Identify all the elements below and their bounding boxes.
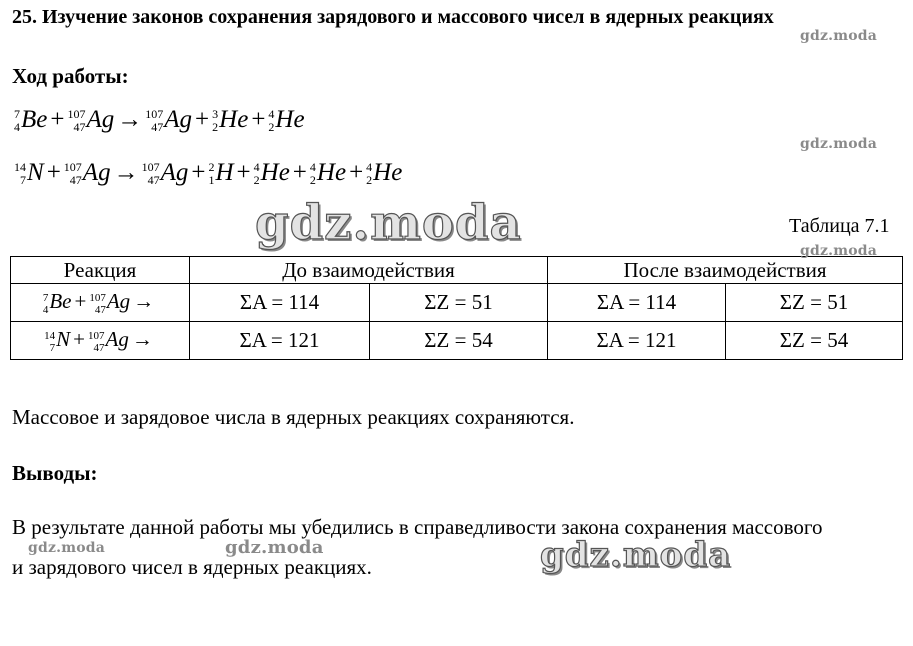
charge-number: 4 [14, 120, 20, 135]
nuclide [208, 159, 233, 187]
mass-number: 107 [89, 291, 106, 304]
before-charge-sum: ΣZ = 51 [370, 284, 548, 322]
isotope-numbers [145, 108, 163, 134]
isotope-numbers [208, 161, 214, 187]
charge-number: 7 [20, 173, 26, 188]
plus-sign: + [349, 159, 364, 186]
plus-sign: + [195, 106, 210, 133]
reaction-equation-2 [14, 159, 402, 187]
arrow-icon: → [117, 106, 143, 133]
mass-number: 107 [63, 160, 82, 175]
mass-number: 4 [268, 107, 275, 122]
nuclide [43, 289, 72, 315]
table-caption: Таблица 7.1 [789, 215, 890, 237]
after-mass-sum: ΣA = 121 [548, 322, 726, 360]
nuclide [14, 159, 44, 187]
charge-number: 1 [208, 173, 215, 188]
isotope-numbers [43, 292, 49, 316]
watermark-large: gdz.moda [255, 195, 522, 251]
before-charge-sum: ΣZ = 54 [370, 322, 548, 360]
mass-number: 107 [141, 160, 160, 175]
plus-sign: + [50, 106, 65, 133]
header-reaction: Реакция [11, 257, 190, 284]
mass-number: 4 [366, 160, 373, 175]
after-charge-sum: ΣZ = 54 [726, 322, 903, 360]
element-symbol: Ag [164, 106, 193, 133]
reaction-cell [11, 322, 190, 360]
charge-number: 7 [49, 341, 56, 354]
plus-sign: + [46, 159, 61, 186]
nuclide [212, 106, 248, 134]
element-symbol: He [275, 106, 305, 133]
mass-number: 107 [67, 107, 86, 122]
nuclide [14, 106, 47, 134]
element-symbol: Ag [82, 159, 111, 186]
after-charge-sum: ΣZ = 51 [726, 284, 903, 322]
watermark-small: gdz.moda [800, 28, 878, 44]
arrow-icon: → [133, 289, 155, 314]
before-mass-sum: ΣA = 114 [190, 284, 370, 322]
isotope-numbers [268, 108, 274, 134]
watermark-small: gdz.moda [800, 136, 878, 152]
element-symbol: Be [49, 289, 72, 314]
conclusions-heading: Выводы: [12, 461, 98, 485]
plus-sign: + [251, 106, 266, 133]
table-header-row [11, 257, 903, 284]
plus-sign: + [73, 327, 86, 352]
mass-number: 14 [14, 160, 26, 175]
isotope-numbers [44, 330, 55, 354]
element-symbol: N [56, 327, 71, 352]
mass-number: 4 [309, 160, 316, 175]
arrow-icon: → [113, 159, 139, 186]
watermark-large: gdz.moda [540, 535, 732, 575]
table-row [11, 322, 903, 360]
charge-number: 2 [366, 173, 373, 188]
nuclide [89, 289, 130, 315]
element-symbol: He [316, 159, 347, 186]
mass-number: 14 [44, 329, 56, 342]
reaction-equation-1 [14, 106, 305, 134]
watermark-small: gdz.moda [225, 537, 324, 558]
element-symbol: Ag [86, 106, 115, 133]
charge-number: 2 [268, 120, 275, 135]
element-symbol: Ag [160, 159, 189, 186]
element-symbol: Ag [106, 289, 131, 314]
nuclide [254, 159, 290, 187]
nuclide [142, 159, 189, 187]
isotope-numbers [67, 108, 85, 134]
isotope-numbers [14, 161, 26, 187]
after-mass-sum: ΣA = 114 [548, 284, 726, 322]
isotope-numbers [366, 161, 372, 187]
nuclide [268, 106, 304, 134]
nuclide [310, 159, 346, 187]
watermark-small: gdz.moda [800, 243, 878, 259]
statement-text: Массовое и зарядовое числа в ядерных реакциях сохраняются. [12, 405, 575, 429]
before-mass-sum: ΣA = 121 [190, 322, 370, 360]
header-after: После взаимодействия [548, 257, 903, 284]
charge-number: 47 [147, 173, 160, 188]
nuclide [88, 327, 129, 353]
charge-number: 2 [253, 173, 260, 188]
isotope-numbers [88, 330, 105, 354]
plus-sign: + [236, 159, 251, 186]
mass-number: 7 [14, 107, 20, 122]
isotope-numbers [310, 161, 316, 187]
isotope-numbers [142, 161, 160, 187]
charge-number: 47 [151, 120, 164, 135]
plus-sign: + [191, 159, 206, 186]
mass-number: 7 [42, 291, 49, 304]
reaction-cell [11, 284, 190, 322]
conclusion-line-2: и зарядового чисел в ядерных реакциях. [12, 555, 372, 579]
charge-number: 47 [73, 120, 86, 135]
isotope-numbers [89, 292, 106, 316]
charge-number: 4 [42, 303, 49, 316]
isotope-numbers [64, 161, 82, 187]
nuclide [44, 327, 70, 353]
nuclide [67, 106, 114, 134]
charge-number: 47 [93, 341, 105, 354]
table-row [11, 284, 903, 322]
nuclide [366, 159, 402, 187]
isotope-numbers [254, 161, 260, 187]
element-symbol: H [215, 159, 234, 186]
element-symbol: N [27, 159, 44, 186]
plus-sign: + [74, 289, 87, 314]
element-symbol: He [373, 159, 403, 186]
mass-number: 107 [145, 107, 164, 122]
nuclide [145, 106, 192, 134]
element-symbol: He [219, 106, 249, 133]
charge-number: 2 [309, 173, 316, 188]
mass-number: 4 [253, 160, 260, 175]
charge-number: 47 [94, 303, 106, 316]
mass-number: 3 [212, 107, 219, 122]
mass-number: 107 [88, 329, 105, 342]
isotope-numbers [14, 108, 20, 134]
isotope-numbers [212, 108, 218, 134]
header-before: До взаимодействия [190, 257, 548, 284]
element-symbol: He [260, 159, 290, 186]
arrow-icon: → [131, 327, 153, 352]
conclusion-line-1: В результате данной работы мы убедились в справедливости закона сохранения массового [12, 515, 823, 539]
nuclide [64, 159, 111, 187]
data-table [10, 256, 903, 360]
page-title: 25. Изучение законов сохранения зарядового и массового чисел в ядерных реакциях [12, 6, 774, 28]
charge-number: 47 [69, 173, 82, 188]
mass-number: 2 [208, 160, 215, 175]
work-heading: Ход работы: [12, 64, 129, 88]
plus-sign: + [292, 159, 307, 186]
charge-number: 2 [212, 120, 219, 135]
watermark-small: gdz.moda [28, 540, 106, 556]
element-symbol: Be [21, 106, 48, 133]
element-symbol: Ag [105, 327, 129, 352]
